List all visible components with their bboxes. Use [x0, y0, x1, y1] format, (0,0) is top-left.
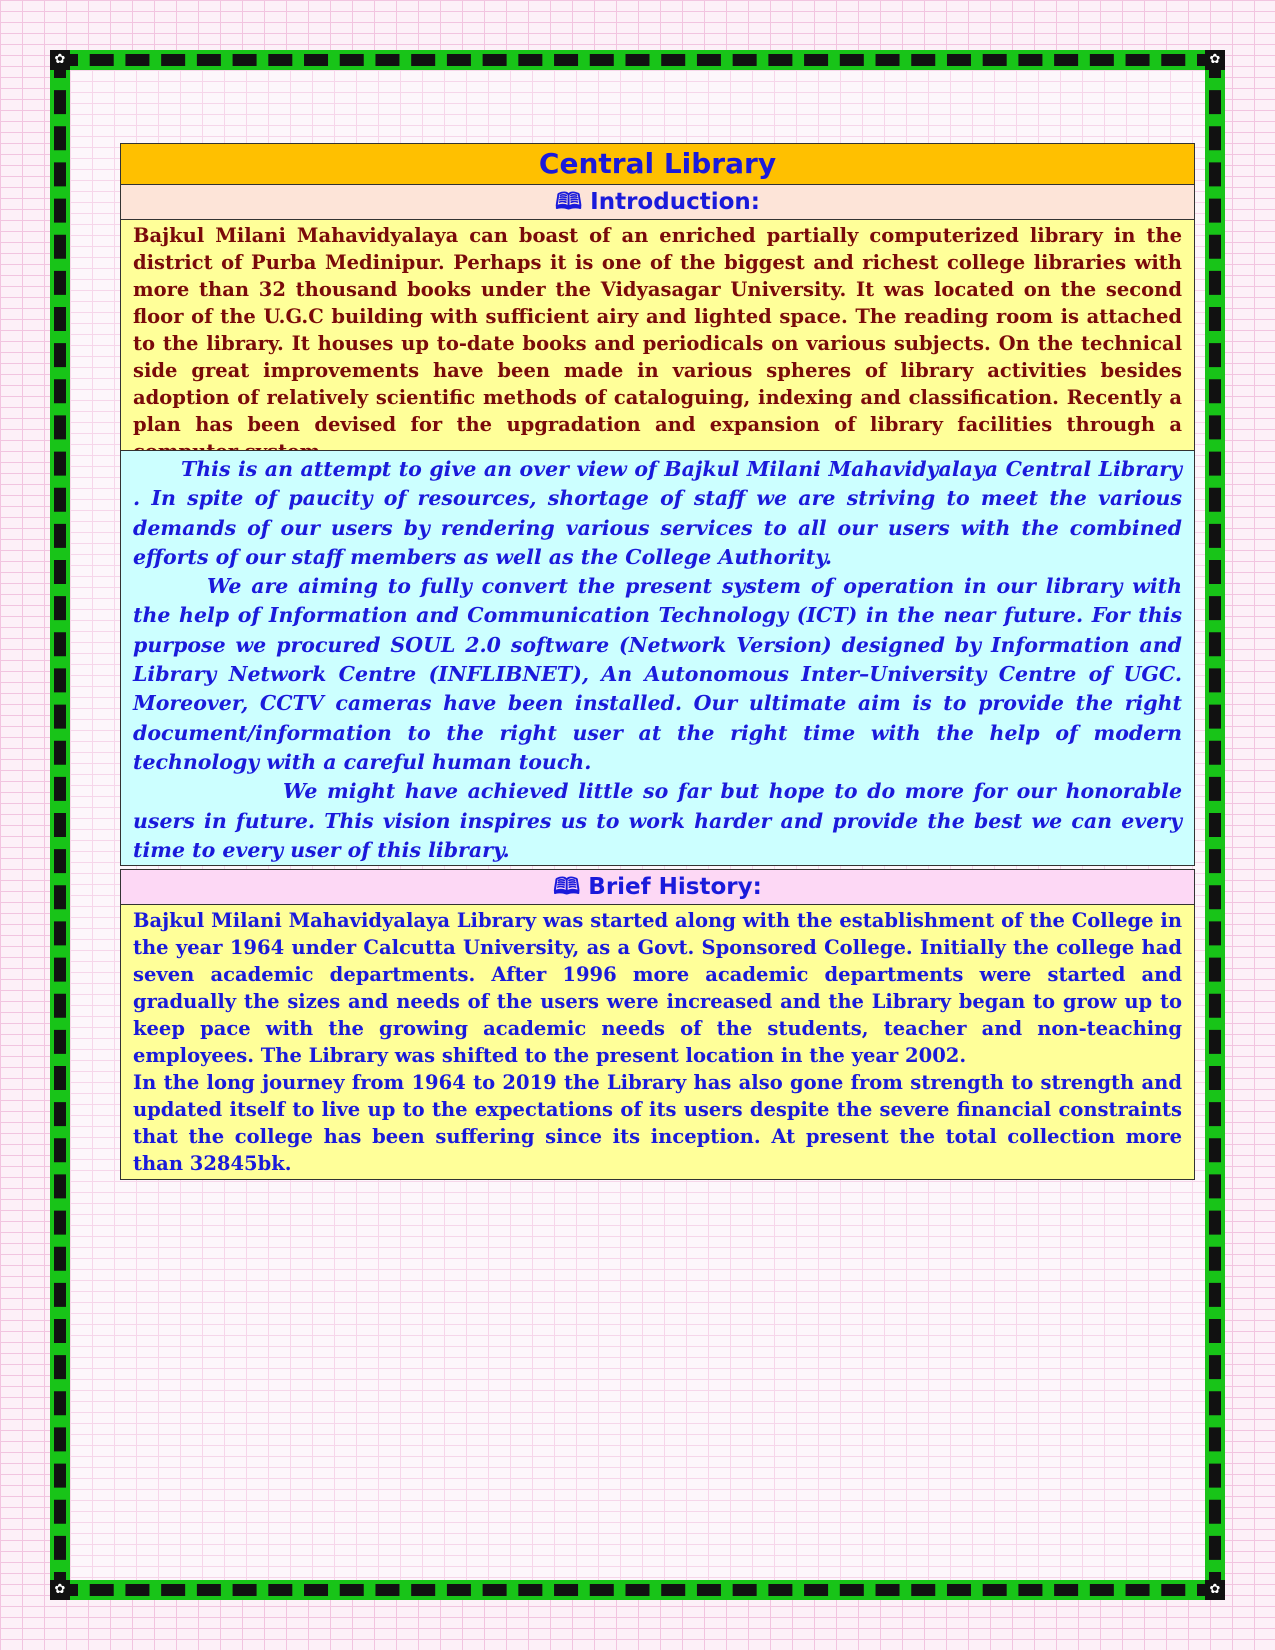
history-paragraph: In the long journey from 1964 to 2019 the Library has also gone from strength to strength and updated itself to live up to the expectations of its users despite the severe financial constraints that the college has been suffering since its inception. At present the total collection more than 32845bk. — [133, 1071, 1182, 1175]
history-text — [121, 905, 1194, 1179]
corner-ornament-icon: ✿ — [50, 50, 70, 70]
history-heading: Brief History: — [588, 874, 762, 900]
corner-ornament-icon: ✿ — [1205, 50, 1225, 70]
overview-text — [121, 451, 1194, 865]
overview-paragraph: We might have achieved little so far but hope to do more for our honorable users in future. This vision inspires us to work harder and provide the best we can every time to every user of this library. — [133, 779, 1182, 862]
overview-paragraph: We are aiming to fully convert the present system of operation in our library with the help of Information and Communication Technology (ICT) in the near future. For this purpose we procured SOUL 2.0 software (Network Version) designed by Information and Library Network Centre (INFLIBNET), An Autonomous Inter–University Centre of UGC. Moreover, CCTV cameras have been installed. Our ultimate aim is to provide the right document/information to the right user at the right time with the help of modern technology with a careful human touch. — [133, 574, 1182, 774]
page-title: Central Library — [121, 144, 1194, 185]
introduction-heading-bar — [121, 185, 1194, 220]
corner-ornament-icon: ✿ — [1205, 1580, 1225, 1600]
history-paragraph: Bajkul Milani Mahavidyalaya Library was started along with the establishment of the College in the year 1964 under Calcutta University, as a Govt. Sponsored College. Initially the college had seven academic departments. After 1996 more academic departments were started and gradually the sizes and needs of the users were increased and the Library began to grow up to keep pace with the growing academic needs of the students, teacher and non-teaching employees. The Library was shifted to the present location in the year 2002. — [133, 909, 1182, 1067]
corner-ornament-icon: ✿ — [50, 1580, 70, 1600]
overview-section — [120, 450, 1195, 866]
open-book-icon: 🕮 — [553, 874, 581, 900]
page-border — [50, 50, 1225, 1600]
overview-paragraph: This is an attempt to give an over view of Bajkul Milani Mahavidyalaya Central Library . In spite of paucity of resources, shortage of staff we are striving to meet the various demands of our users by rendering various services to all our users with the combined efforts of our staff members as well as the College Authority. — [133, 457, 1182, 569]
history-heading-bar — [121, 870, 1194, 905]
open-book-icon: 🕮 — [555, 189, 583, 215]
introduction-heading: Introduction: — [590, 189, 760, 215]
introduction-text: Bajkul Milani Mahavidyalaya can boast of an enriched partially computerized library in the district of Purba Medinipur. Perhaps it is one of the biggest and richest college libraries with more than 32 thousand books under the Vidyasagar University. It was located on the second floor of the U.G.C building with sufficient airy and lighted space. The reading room is attached to the library. It houses up to-date books and periodicals on various subjects. On the technical side great improvements have been made in various spheres of library activities besides adoption of relatively scientific methods of cataloguing, indexing and classification. Recently a plan has been devised for the upgradation and expansion of library facilities through a — [121, 220, 1194, 467]
introduction-section — [120, 143, 1195, 468]
history-section — [120, 869, 1195, 1180]
